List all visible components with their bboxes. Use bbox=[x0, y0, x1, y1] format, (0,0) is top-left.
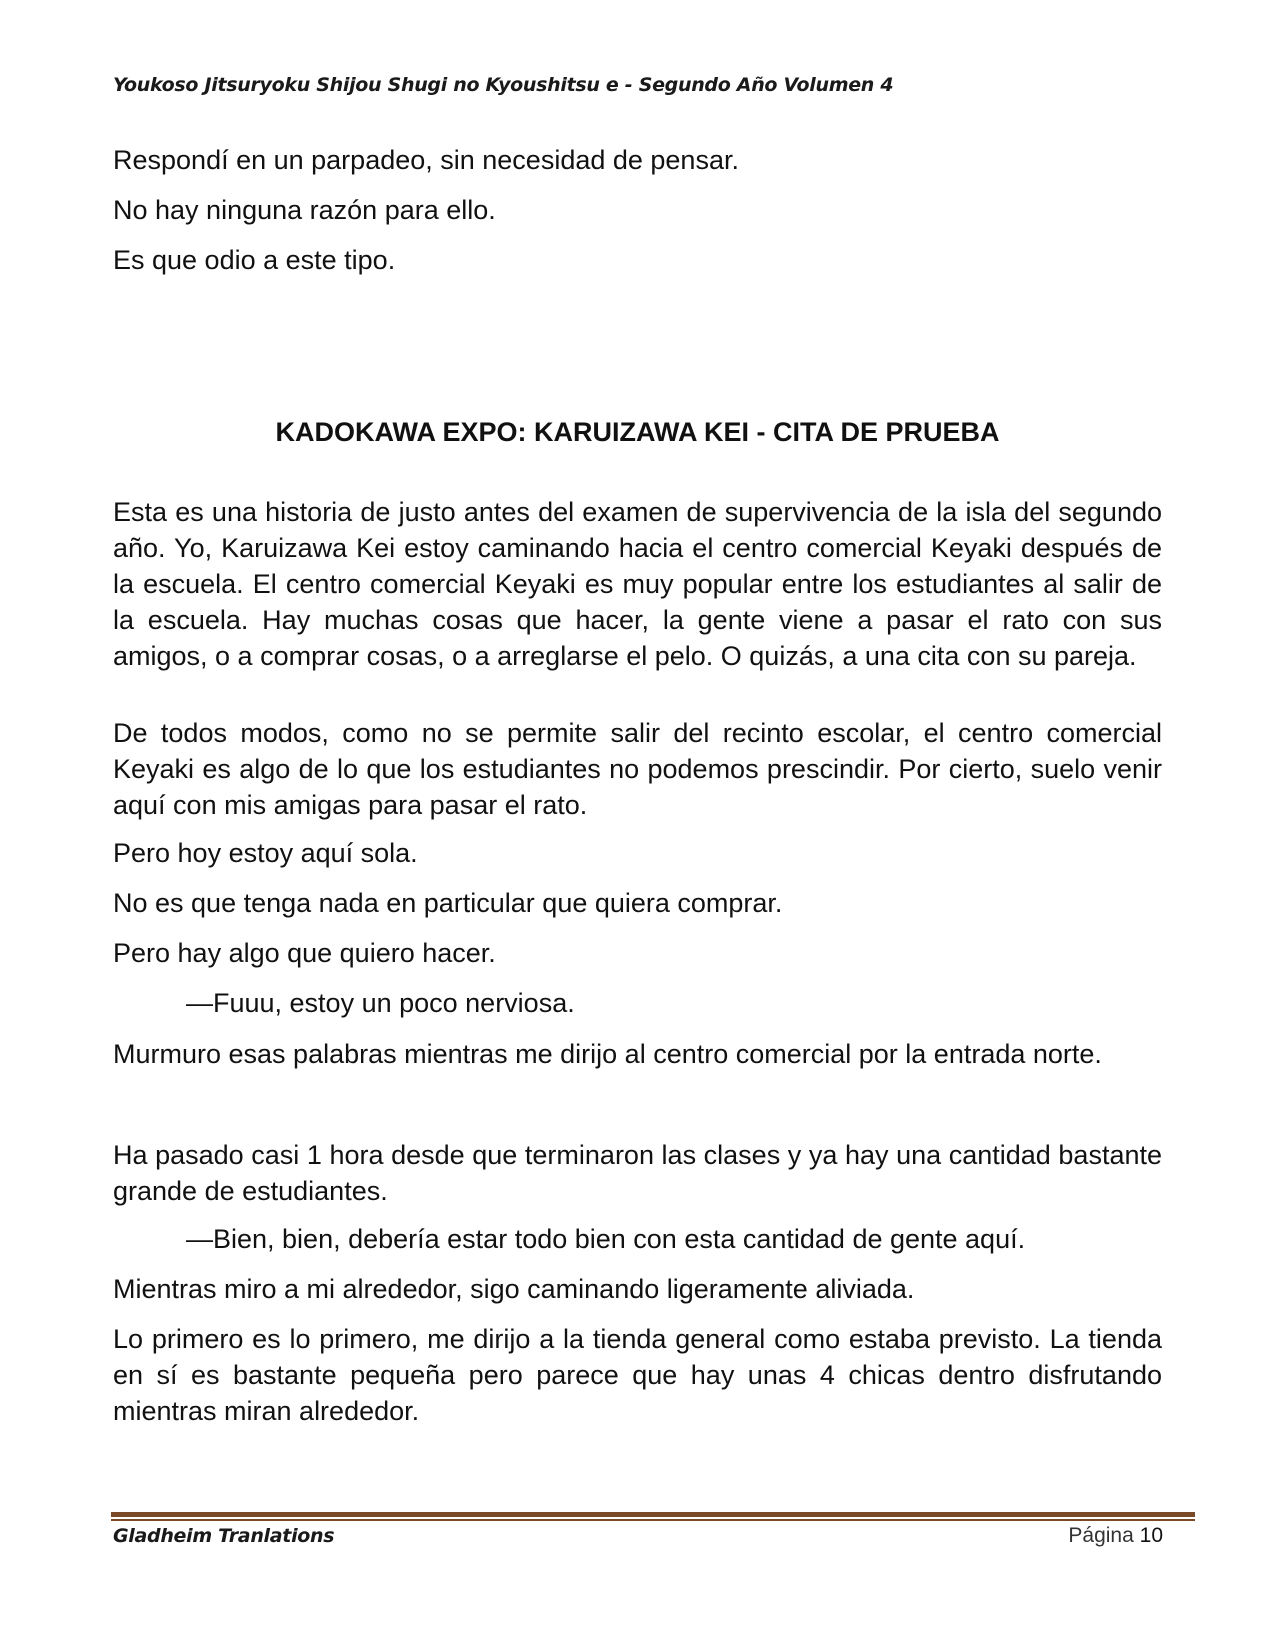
paragraph: No es que tenga nada en particular que quiera comprar. bbox=[113, 888, 783, 918]
paragraph: Esta es una historia de justo antes del examen de supervivencia de la isla del segundo año. Yo, Karuizawa Kei estoy caminando hacia el centro comercial Keyaki después de la escuela. El centro comercial Keyaki es muy popular entre los estudiantes al salir de la escuela. Hay muchas cosas que hacer, la gente viene a pasar el rato con sus amigos, o a comprar cosas, o a arreglarse el pelo. O quizás, a una cita con su pareja. bbox=[113, 497, 1162, 671]
footer-rule-thin bbox=[111, 1519, 1195, 1521]
footer-rule bbox=[111, 1512, 1195, 1517]
paragraph: Ha pasado casi 1 hora desde que terminaron las clases y ya hay una cantidad bastante grande de estudiantes. bbox=[113, 1140, 1162, 1206]
paragraph: Lo primero es lo primero, me dirijo a la tienda general como estaba previsto. La tienda en sí es bastante pequeña pero parece que hay unas 4 chicas dentro disfrutando mientras miran alrededor. bbox=[113, 1324, 1162, 1426]
footer-credit: Gladheim Tranlations bbox=[113, 1525, 335, 1547]
paragraph: No hay ninguna razón para ello. bbox=[113, 195, 496, 225]
paragraph: Pero hoy estoy aquí sola. bbox=[113, 838, 418, 868]
paragraph: De todos modos, como no se permite salir del recinto escolar, el centro comercial Keyaki es algo de lo que los estudiantes no podemos prescindir. Por cierto, suelo venir aquí con mis amigas para pasar el rato. bbox=[113, 718, 1162, 820]
section-title: KADOKAWA EXPO: KARUIZAWA KEI - CITA DE PRUEBA bbox=[275, 417, 1000, 447]
running-header: Youkoso Jitsuryoku Shijou Shugi no Kyoushitsu e - Segundo Año Volumen 4 bbox=[113, 74, 894, 96]
dialogue-line: —Bien, bien, debería estar todo bien con esta cantidad de gente aquí. bbox=[186, 1224, 1026, 1254]
page-label: Página bbox=[1068, 1524, 1134, 1547]
paragraph: Pero hay algo que quiero hacer. bbox=[113, 938, 496, 968]
dialogue-line: —Fuuu, estoy un poco nerviosa. bbox=[186, 988, 575, 1018]
paragraph: Mientras miro a mi alrededor, sigo caminando ligeramente aliviada. bbox=[113, 1274, 915, 1304]
paragraph: Respondí en un parpadeo, sin necesidad de pensar. bbox=[113, 145, 739, 175]
page-number bbox=[1068, 1524, 1163, 1548]
paragraph: Es que odio a este tipo. bbox=[113, 245, 396, 275]
paragraph: Murmuro esas palabras mientras me dirijo al centro comercial por la entrada norte. bbox=[113, 1039, 1102, 1069]
page-number-value: 10 bbox=[1139, 1524, 1163, 1547]
